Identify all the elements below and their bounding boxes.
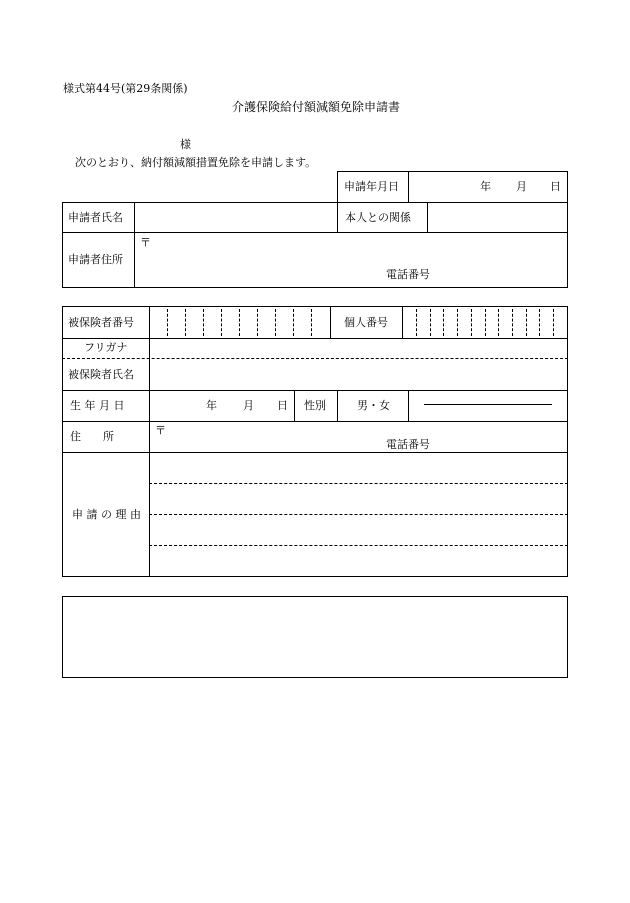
divider (330, 306, 331, 338)
insured-name-label: 被保険者氏名 (68, 368, 134, 381)
relation-label: 本人との関係 (345, 211, 411, 224)
form-title: 介護保険給付額減額免除申請書 (232, 100, 401, 114)
furigana-field[interactable] (153, 340, 565, 356)
furigana-label: フリガナ (84, 341, 128, 354)
application-date-field[interactable] (412, 174, 474, 199)
birthdate-label: 生 年 月 日 (70, 399, 125, 412)
form-number: 様式第44号(第29条関係) (63, 82, 188, 95)
divider (134, 202, 135, 288)
birth-month-unit: 月 (243, 399, 254, 412)
applicant-address-label: 申請者住所 (68, 253, 123, 266)
insured-phone-label: 電話番号 (386, 438, 430, 451)
divider (408, 171, 409, 202)
insured-address-label: 住 所 (70, 430, 114, 443)
divider (62, 358, 568, 359)
applicant-address-field[interactable] (155, 236, 563, 266)
divider (402, 306, 403, 338)
divider (427, 202, 428, 232)
divider (149, 306, 150, 577)
gender-options[interactable]: 男・女 (357, 399, 390, 412)
reason-field[interactable] (153, 456, 565, 574)
postal-mark: 〒 (155, 424, 166, 437)
applicant-phone-field[interactable] (440, 266, 562, 284)
birth-day-unit: 日 (277, 399, 288, 412)
relation-field[interactable] (431, 205, 565, 229)
date-year-unit: 年 (480, 180, 491, 193)
applicant-name-label: 申請者氏名 (68, 211, 123, 224)
personal-number-field[interactable] (405, 309, 565, 336)
reason-label: 申 請 の 理 由 (72, 508, 141, 521)
birthdate-field[interactable] (153, 393, 203, 418)
birth-year-unit: 年 (206, 399, 217, 412)
applicant-phone-label: 電話番号 (386, 268, 430, 281)
insured-address-field[interactable] (170, 424, 564, 437)
gender-label: 性別 (304, 399, 326, 412)
addressee-suffix: 様 (180, 138, 191, 151)
application-date-label: 申請年月日 (344, 180, 399, 193)
insured-name-field[interactable] (153, 361, 565, 388)
divider (62, 421, 568, 422)
insured-phone-field[interactable] (440, 437, 562, 451)
applicant-name-field[interactable] (138, 205, 334, 229)
date-month-unit: 月 (516, 180, 527, 193)
postal-mark: 〒 (140, 236, 151, 249)
divider (294, 390, 295, 421)
divider (62, 232, 568, 233)
date-day-unit: 日 (550, 180, 561, 193)
blank-line (424, 404, 552, 405)
divider (337, 202, 338, 232)
divider (408, 390, 409, 421)
insured-number-field[interactable] (152, 309, 327, 336)
divider (62, 338, 568, 339)
divider (62, 452, 568, 453)
divider (62, 390, 568, 391)
divider (337, 390, 338, 421)
insured-number-label: 被保険者番号 (68, 316, 134, 329)
notes-field[interactable] (66, 600, 564, 674)
statement-text: 次のとおり、納付額減額措置免除を申請します。 (75, 156, 317, 169)
personal-number-label: 個人番号 (344, 316, 388, 329)
